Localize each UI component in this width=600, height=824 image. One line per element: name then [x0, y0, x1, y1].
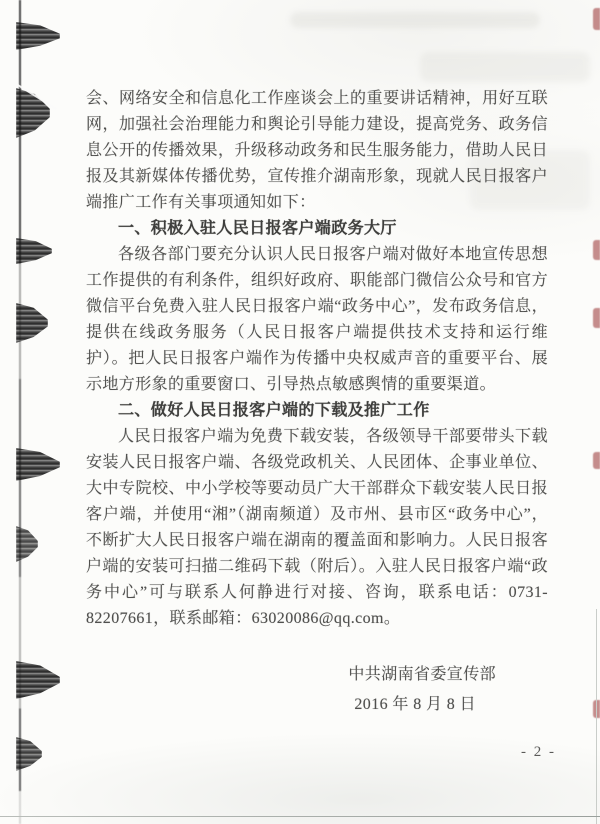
page-edge-bottom — [0, 816, 600, 817]
section-heading-1: 一、积极入驻人民日报客户端政务大厅 — [118, 220, 397, 237]
red-edge-mark — [593, 452, 600, 469]
document-body — [86, 86, 548, 720]
binding-ink-mark — [16, 526, 38, 562]
red-edge-mark — [593, 8, 600, 30]
page-edge-right — [596, 609, 597, 824]
section-heading-2: 二、做好人民日报客户端的下载及推广工作 — [118, 402, 430, 419]
signature-org: 中共湖南省委宣传部 — [348, 666, 496, 683]
body-paragraph: 各级各部门要充分认识人民日报客户端对做好本地宣传思想工作提供的有利条件，组织好政府、职能部门微信公众号和官方微信平台免费入驻人民日报客户端“政务中心”，发布政务信息，提供在线政务服务（人民日报客户端提供技术支持和运行维护）。把人民日报客户端作为传播中央权威声音的重要平台、展示地方形象的重要窗口、引导热点敏感舆情的重要渠道。 — [86, 246, 548, 393]
red-edge-mark — [593, 240, 600, 260]
signature-block — [86, 660, 548, 720]
red-edge-mark — [593, 308, 600, 328]
binding-ink-mark — [16, 448, 60, 481]
page-number: - 2 - — [521, 744, 556, 760]
body-paragraph: 人民日报客户端为免费下载安装，各级领导干部要带头下载安装人民日报客户端、各级党政机关、人民团体、企事业单位、大中专院校、中小学校等要动员广大干部群众下载安装人民日报客户端，并使用“湘”（湖南频道）及市州、县市区“政务中心”，不断扩大人民日报客户端在湖南的覆盖面和影响力。人民日报客户端的安装可扫描二维码下载（附后）。入驻人民日报客户端“政务中心”可与联系人何静进行对接、咨询，联系电话：0731-82207661，联系邮箱：63020086@qq.com。 — [86, 428, 548, 627]
binding-ink-mark — [16, 238, 52, 264]
binding-ink-mark — [16, 737, 42, 771]
bleed-through-smudge — [290, 12, 540, 28]
signature-date: 2016 年 8 月 8 日 — [354, 696, 476, 713]
bleed-through-smudge — [420, 52, 590, 82]
binding-ink-mark — [16, 22, 60, 50]
binding-ink-mark — [16, 303, 48, 343]
body-paragraph: 会、网络安全和信息化工作座谈会上的重要讲话精神，用好互联网，加强社会治理能力和舆论引导能力建设，提高党务、政务信息公开的传播效果，升级移动政务和民生服务能力，借助人民日报及其新媒体传播优势，宣传推介湖南形象，现就人民日报客户端推广工作有关事项通知如下： — [86, 90, 548, 211]
binding-ink-mark — [16, 661, 60, 699]
